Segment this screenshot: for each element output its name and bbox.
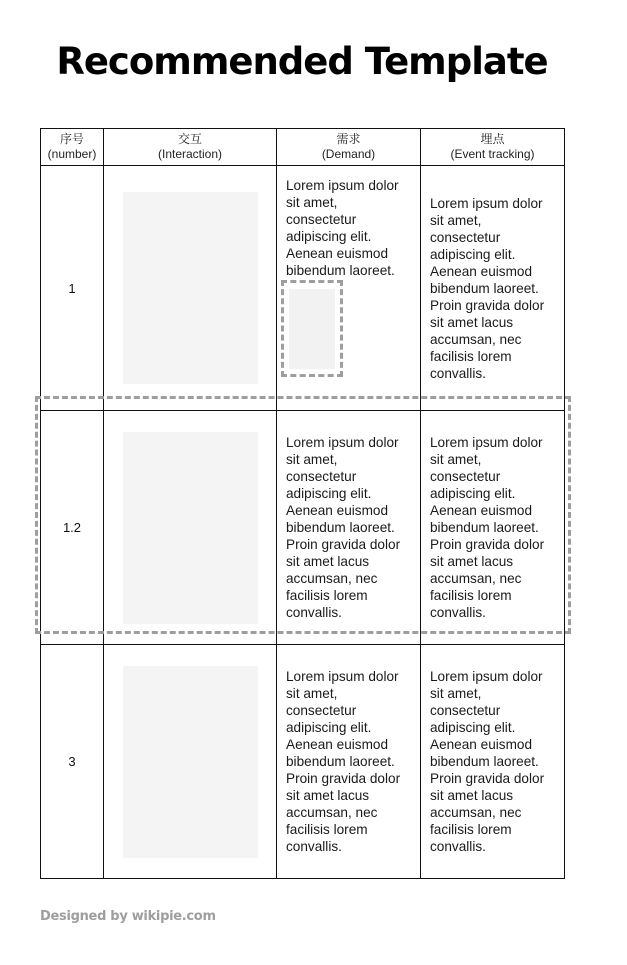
header-zh: 交互 — [177, 132, 202, 146]
header-en: (Interaction) — [157, 147, 223, 161]
interaction-placeholder-image — [123, 192, 258, 384]
table-row — [41, 645, 565, 879]
header-zh: 序号 — [59, 132, 84, 146]
interaction-cell — [104, 166, 277, 411]
event-tracking-cell: Lorem ipsum dolor sit amet, consectetur adipiscing elit. Aenean euismod bibendum laoreet. Proin gravida dolor sit amet lacus accumsan, nec facilisis lorem convallis. — [421, 411, 565, 645]
row-number: 1.2 — [41, 411, 104, 645]
interaction-cell — [104, 645, 277, 879]
table-row — [41, 411, 565, 645]
header-zh: 埋点 — [480, 132, 505, 146]
demand-image-placeholder — [289, 289, 335, 369]
page-title: Recommended Template — [56, 40, 548, 83]
template-table — [40, 128, 565, 879]
interaction-placeholder-image — [123, 666, 258, 858]
header-zh: 需求 — [336, 132, 361, 146]
header-en: (Demand) — [321, 147, 376, 161]
event-tracking-cell: Lorem ipsum dolor sit amet, consectetur adipiscing elit. Aenean euismod bibendum laoreet. Proin gravida dolor sit amet lacus accumsan, nec facilisis lorem convallis. — [421, 645, 565, 879]
demand-image-placeholder-selection — [281, 280, 343, 377]
row-number: 1 — [41, 166, 104, 411]
header-demand — [277, 129, 421, 166]
interaction-placeholder-image — [123, 432, 258, 624]
demand-cell: Lorem ipsum dolor sit amet, consectetur adipiscing elit. Aenean euismod bibendum laoreet. Proin gravida dolor sit amet lacus accumsan, nec facilisis lorem convallis. — [277, 645, 421, 879]
event-tracking-cell: Lorem ipsum dolor sit amet, consectetur adipiscing elit. Aenean euismod bibendum laoreet. Proin gravida dolor sit amet lacus accumsan, nec facilisis lorem convallis. — [421, 166, 565, 411]
header-number — [41, 129, 104, 166]
table-header-row — [41, 129, 565, 166]
demand-cell: Lorem ipsum dolor sit amet, consectetur adipiscing elit. Aenean euismod bibendum laoreet. — [277, 166, 421, 411]
header-en: (number) — [47, 147, 97, 161]
header-event-tracking — [421, 129, 565, 166]
interaction-cell — [104, 411, 277, 645]
footer-credit: Designed by wikipie.com — [40, 909, 216, 924]
row-number: 3 — [41, 645, 104, 879]
header-interaction — [104, 129, 277, 166]
demand-cell: Lorem ipsum dolor sit amet, consectetur adipiscing elit. Aenean euismod bibendum laoreet. Proin gravida dolor sit amet lacus accumsan, nec facilisis lorem convallis. — [277, 411, 421, 645]
header-en: (Event tracking) — [450, 147, 535, 161]
